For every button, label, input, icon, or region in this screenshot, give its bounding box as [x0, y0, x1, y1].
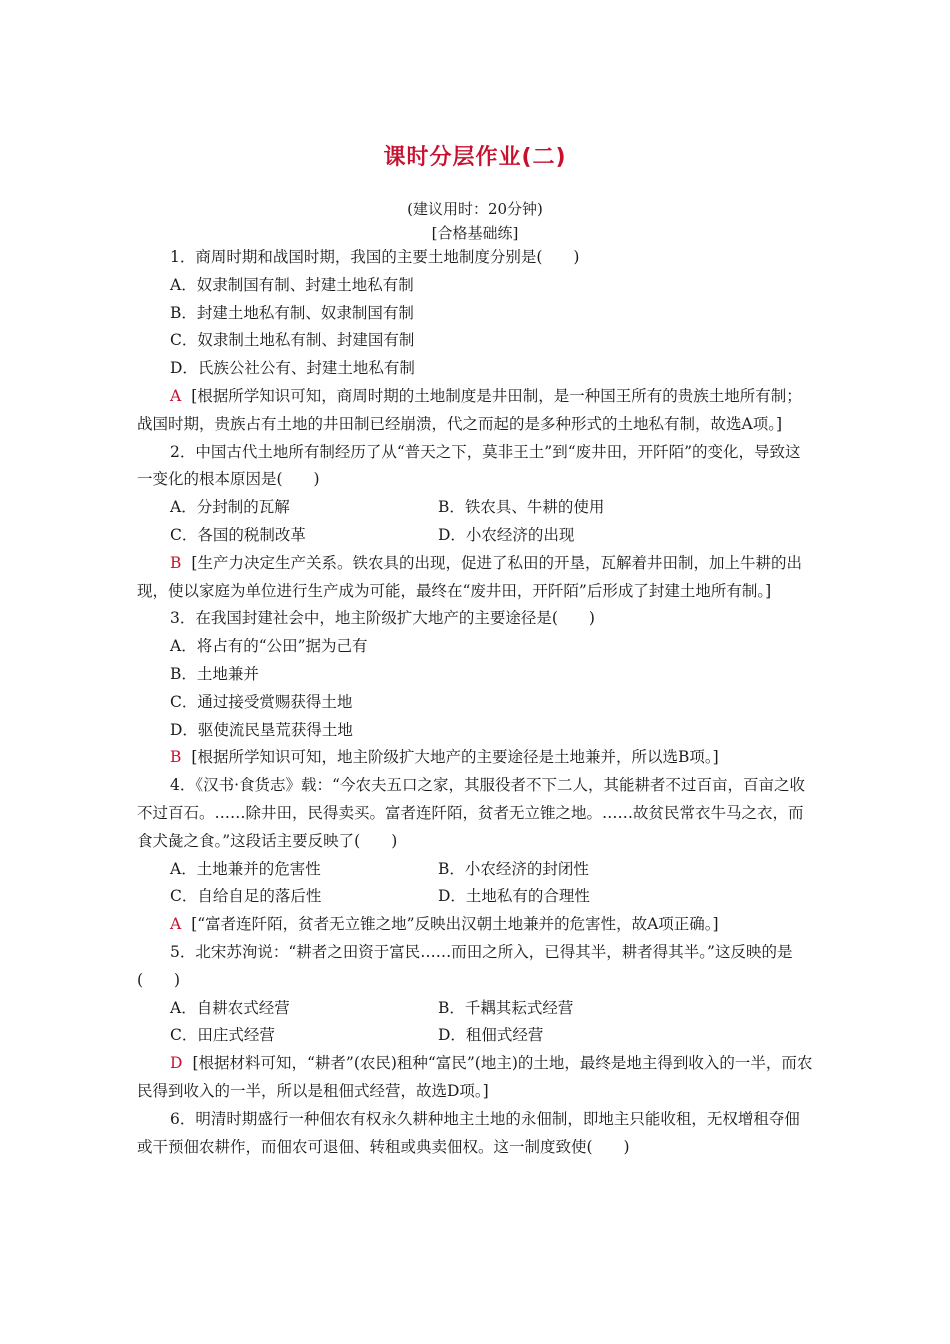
question-3-option-c: C．通过接受赏赐获得土地 — [170, 692, 353, 711]
question-1-answer — [137, 383, 813, 439]
question-1-option-d: D．氏族公社公有、封建土地私有制 — [170, 359, 415, 378]
question-4-options-row-1 — [137, 856, 813, 884]
question-1-option-b: B．封建土地私有制、奴隶制国有制 — [170, 303, 414, 322]
question-3-answer-key: B — [170, 748, 182, 767]
question-5-stem: 5．北宋苏洵说：“耕者之田资于富民……而田之所入，已得其半，耕者得其半。”这反映的是( ) — [137, 942, 793, 989]
question-1-stem: 1．商周时期和战国时期，我国的主要土地制度分别是( ) — [170, 248, 580, 266]
question-4-option-d: D．土地私有的合理性 — [438, 887, 590, 906]
question-list — [137, 244, 813, 1161]
page-title: 课时分层作业(二) — [383, 145, 567, 170]
question-5-options-row-1 — [137, 995, 813, 1023]
question-3-option-b: B．土地兼并 — [170, 664, 259, 683]
question-6-stem: 6．明清时期盛行一种佃农有权永久耕种地主土地的永佃制，即地主只能收租，无权增租夺佃或干预佃农耕作，而佃农可退佃、转租或典卖佃权。这一制度致使( ) — [137, 1109, 800, 1156]
question-3-option-d: D．驱使流民垦荒获得土地 — [170, 720, 353, 739]
question-4-answer — [137, 911, 813, 939]
question-5-option-b: B．千耦其耘式经营 — [438, 998, 574, 1017]
question-4-stem: 4．《汉书·食货志》载：“今农夫五口之家，其服役者不下二人，其能耕者不过百亩，百亩之收不过百石。……除井田，民得卖买。富者连阡陌，贫者无立锥之地。……故贫民常衣牛马之衣，而食犬彘之食。”这段话主要反映了( ) — [137, 776, 805, 850]
question-1-analysis: [根据所学知识可知，商周时期的土地制度是井田制，是一种国王所有的贵族土地所有制；战国时期，贵族占有土地的井田制已经崩溃，代之而起的是多种形式的土地私有制，故选A项。] — [137, 386, 802, 433]
question-2-options-row-1 — [137, 494, 813, 522]
question-4-option-c: C．自给自足的落后性 — [170, 887, 322, 906]
question-3-stem: 3．在我国封建社会中，地主阶级扩大地产的主要途径是( ) — [170, 609, 595, 628]
question-5-options-row-2 — [137, 1022, 813, 1050]
question-2-option-c: C．各国的税制改革 — [170, 525, 306, 544]
question-2-option-a: A．分封制的瓦解 — [170, 498, 290, 517]
question-4-option-b: B．小农经济的封闭性 — [438, 859, 589, 878]
question-2-options-row-2 — [137, 522, 813, 550]
question-1-option-a: A．奴隶制国有制、封建土地私有制 — [170, 275, 414, 294]
question-3-analysis: [根据所学知识可知，地主阶级扩大地产的主要途径是土地兼并，所以选B项。] — [191, 748, 719, 767]
question-3-answer — [137, 744, 813, 772]
question-2-option-b: B．铁农具、牛耕的使用 — [438, 498, 605, 517]
section-heading: [合格基础练] — [431, 224, 519, 242]
question-5-answer-key: D — [170, 1054, 183, 1073]
question-5-option-d: D．租佃式经营 — [438, 1026, 544, 1045]
question-2-answer — [137, 550, 813, 606]
question-5-analysis: [根据材料可知，“耕者”(农民)租种“富民”(地主)的土地，最终是地主得到收入的一半，而农民得到收入的一半，所以是租佃式经营，故选D项。] — [137, 1054, 813, 1100]
time-hint: (建议用时：20分钟) — [407, 200, 543, 218]
question-4-analysis: [“富者连阡陌，贫者无立锥之地”反映出汉朝土地兼并的危害性，故A项正确。] — [191, 915, 719, 934]
question-5-option-c: C．田庄式经营 — [170, 1026, 275, 1045]
question-5-option-a: A．自耕农式经营 — [170, 998, 290, 1017]
question-1-option-c: C．奴隶制土地私有制、封建国有制 — [170, 331, 415, 350]
question-2-stem: 2．中国古代土地所有制经历了从“普天之下，莫非王土”到“废井田，开阡陌”的变化，导致这一变化的根本原因是( ) — [137, 442, 801, 489]
question-1-answer-key: A — [170, 386, 182, 405]
question-2-analysis: [生产力决定生产关系。铁农具的出现，促进了私田的开垦，瓦解着井田制，加上牛耕的出现，使以家庭为单位进行生产成为可能，最终在“废井田，开阡陌”后形成了封建土地所有制。] — [137, 553, 802, 600]
question-4-answer-key: A — [170, 915, 182, 934]
question-4-options-row-2 — [137, 883, 813, 911]
question-2-option-d: D．小农经济的出现 — [438, 525, 575, 544]
question-2-answer-key: B — [170, 553, 182, 572]
question-5-answer — [137, 1050, 813, 1106]
question-3-option-a: A．将占有的“公田”据为己有 — [170, 637, 368, 656]
question-4-option-a: A．土地兼并的危害性 — [170, 859, 321, 878]
